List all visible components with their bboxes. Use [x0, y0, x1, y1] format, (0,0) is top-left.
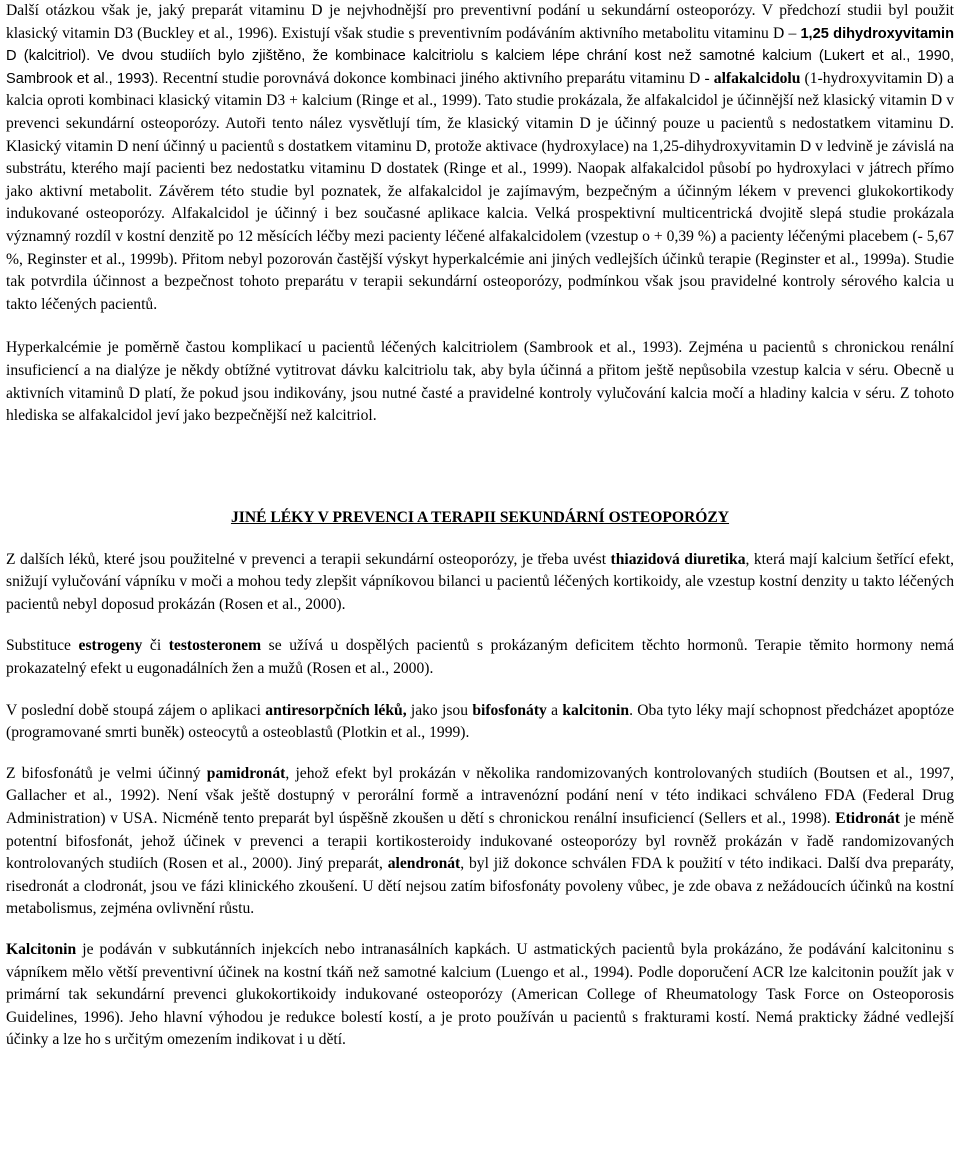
text-run: a: [546, 701, 563, 719]
paragraph-hyperkalcemie: [6, 337, 954, 427]
text-run: Z dalších léků, které jsou použitelné v prevenci a terapii sekundární osteoporózy, je třeba uvést: [6, 550, 611, 568]
paragraph-calcitonin: [6, 939, 954, 1052]
bold-term-antiresorpcni-leky: antiresorpčních léků,: [265, 701, 407, 719]
text-run: je méně potentní bifosfonát, jehož účinek v prevenci a terapii kortikosteroidy indukované osteoporózy byl rovněž prokázán v řadě randomizovaných kontrolovaných studiích (Rosen et al., 2000). Jiný preparát,: [6, 810, 954, 873]
text-run: , která mají kalcium šetřící efekt, snižují vylučování vápníku v moči a mohou tedy zlepšit vápníkovou bilanci u pacientů léčených kortikoidy, ale vzestup kostní denzity u takto léčených pacientů nebyl doposud prokázán (Rosen et al., 2000).: [6, 550, 954, 613]
text-run: jako jsou: [406, 701, 473, 719]
paragraph-antiresorptive: [6, 700, 954, 745]
bold-term-kalcitonin-lead: Kalcitonin: [6, 941, 77, 958]
text-run: Hyperkalcémie je poměrně častou komplikací u pacientů léčených kalcitriolem (Sambrook et al., 1993). Zejména u pacientů s chronickou renální insuficiencí a na dialýze je někdy obtížné vytitrovat dávku kalcitriolu tak, aby byla účinná a přitom ještě nepůsobila vzestup kalcia v séru. Obecně u aktivních vitaminů D platí, že pokud jsou indikovány, jsou nutné časté a pravidelné kontroly vylučování kalcia močí a hladiny kalcia v séru. Z tohoto hlediska se alfakalcidol jeví jako bezpečnější než kalcitriol.: [6, 339, 954, 425]
text-run: , jehož efekt byl prokázán v několika randomizovaných kontrolovaných studiích (Boutsen et al., 1997, Gallacher et al., 1992). Není však ještě dostupný v perorální formě a intravenózní podání není v této indikaci schváleno FDA (Federal Drug Administration) v USA. Nicméně tento preparát byl úspěšně zkoušen u dětí s chronickou renální insuficiencí (Sellers et al., 1998).: [6, 764, 954, 828]
paragraph-bisphosphonates: [6, 763, 954, 921]
bold-term-thiazidova-diuretika: thiazidová diuretika: [610, 550, 746, 568]
bold-term-estrogeny: estrogeny: [78, 637, 143, 655]
text-run: . Oba tyto léky mají schopnost předcházet apoptóze (programované smrti buněk) osteocytů a osteoblastů (Plotkin et al., 1999).: [6, 701, 954, 742]
text-run: Substituce: [6, 637, 79, 655]
text-run: Další otázkou však je, jaký preparát vitaminu D je nejvhodnější pro preventivní podání u sekundární osteoporózy. V předchozí studii byl použit klasický vitamin D3 (Buckley et al., 1996). Existují však studie s preventivním podáváním aktivního metabolitu vitaminu D –: [6, 2, 954, 42]
bold-term-testosteronem: testosteronem: [168, 637, 262, 655]
text-run: či: [142, 637, 169, 655]
bold-term-bifosfonaty: bifosfonáty: [472, 701, 547, 719]
paragraph-vitamin-d-preparations: [6, 0, 954, 316]
bold-term-kalcitonin: kalcitonin: [562, 701, 630, 719]
text-run: Recentní studie porovnává dokonce kombinaci jiného aktivního preparátu vitaminu D -: [158, 69, 714, 87]
paragraph-thiazides: [6, 549, 954, 617]
text-run: Velká prospektivní multicentrická dvojitě slepá studie prokázala významný rozdíl v kostní denzitě po 12 měsících léčby mezi pacienty léčené alfakalcidolem (vzestup o + 0,39 %) a pacienty léčenými placebem (- 5,67 %, Reginster et al., 1999b). Přitom nebyl pozorován častější výskyt hyperkalcémie ani jiných vedlejších účinků terapie (Reginster et al., 1999a). Studie tak potvrdila účinnost a bezpečnost tohoto preparátu v terapii sekundární osteoporózy, podmínkou však jsou pravidelné kontroly sérového kalcia u takto léčených pacientů.: [6, 205, 954, 313]
text-run: V poslední době stoupá zájem o aplikaci: [6, 701, 266, 719]
text-run: Z bifosfonátů je velmi účinný: [6, 764, 207, 782]
text-run: , byl již dokonce schválen FDA k použití v této indikaci. Další dva preparáty, risedronát a clodronát, jsou ve fázi klinického zkoušení. U dětí nejsou zatím bifosfonáty povoleny vůbec, je zde obava z nežádoucích účinků na kostní metabolismus, zejména ovlivnění růstu.: [6, 855, 954, 918]
bold-term-etidronat: Etidronát: [835, 810, 900, 828]
bold-term-alfakalcidol: alfakalcidolu: [713, 69, 801, 87]
text-run: se užívá u dospělých pacientů s prokázaným deficitem těchto hormonů. Terapie těmito hormony nemá prokazatelný efekt u eugonadálních žen a mužů (Rosen et al., 2000).: [6, 637, 954, 678]
section-heading: JINÉ LÉKY V PREVENCI A TERAPII SEKUNDÁRNÍ OSTEOPORÓZY: [230, 508, 730, 526]
text-run: je podáván v subkutánních injekcích nebo intranasálních kapkách. U astmatických pacientů byla prokázáno, že podávání kalcitoninu s vápníkem mělo větší preventivní účinek na kostní tkáň než samotné kalcium (Luengo et al., 1994). Podle doporučení ACR lze kalcitonin použít jak v primární tak sekundární prevenci glukokortikoidy indukované osteoporózy (American College of Rheumatology Task Force on Osteoporosis Guidelines, 1996). Jeho hlavní výhodou je redukce bolestí kostí, a je proto používán u pacientů s frakturami kostí. Nemá prakticky žádné vedlejší účinky a lze ho s určitým omezením indikovat i u dětí.: [6, 941, 954, 1049]
bold-term-dihydroxyvitamin: 1,25 dihydroxyvitamin: [800, 25, 955, 42]
bold-term-pamidronat: pamidronát: [206, 764, 286, 782]
text-run: (1-hydroxyvitamin D) a kalcia oproti kombinaci klasický vitamin D3 + kalcium (Ringe et al., 1999). Tato studie prokázala, že alfakalcidol je účinnější než klasický vitamin D v prevenci sekundární osteoporózy. Autoři tento nález vysvětlují tím, že klasický vitamin D je účinný pouze u pacientů s nedostatkem vitaminu D. Klasický vitamin D není účinný u pacientů s dostatkem vitaminu D, protože aktivace (hydroxylace) na 1,25-dihydroxyvitamin D v ledvině je závislá na substrátu, kterého mají pacienti bez nedostatku vitaminu D dostatek (Ringe et al., 1999). Naopak alfakalcidol působí po hydroxylaci v játrech přímo jako aktivní metabolit. Závěrem této studie byl poznatek, že alfakalcidol je zajímavým, bezpečným a účinným lékem v prevenci glukokortikody indukované osteoporózy. Alfakalcidol je účinný i bez současné aplikace kalcia.: [6, 69, 954, 223]
paragraph-hormones: [6, 635, 954, 680]
bold-term-alendronat: alendronát: [387, 855, 461, 873]
text-run-sans: D (kalcitriol). Ve dvou studiích bylo zjištěno, že kombinace kalcitriolu s kalciem lépe chrání kost než samotné kalcium (Lukert et al., 1990, Sambrook et al., 1993).: [6, 48, 954, 87]
